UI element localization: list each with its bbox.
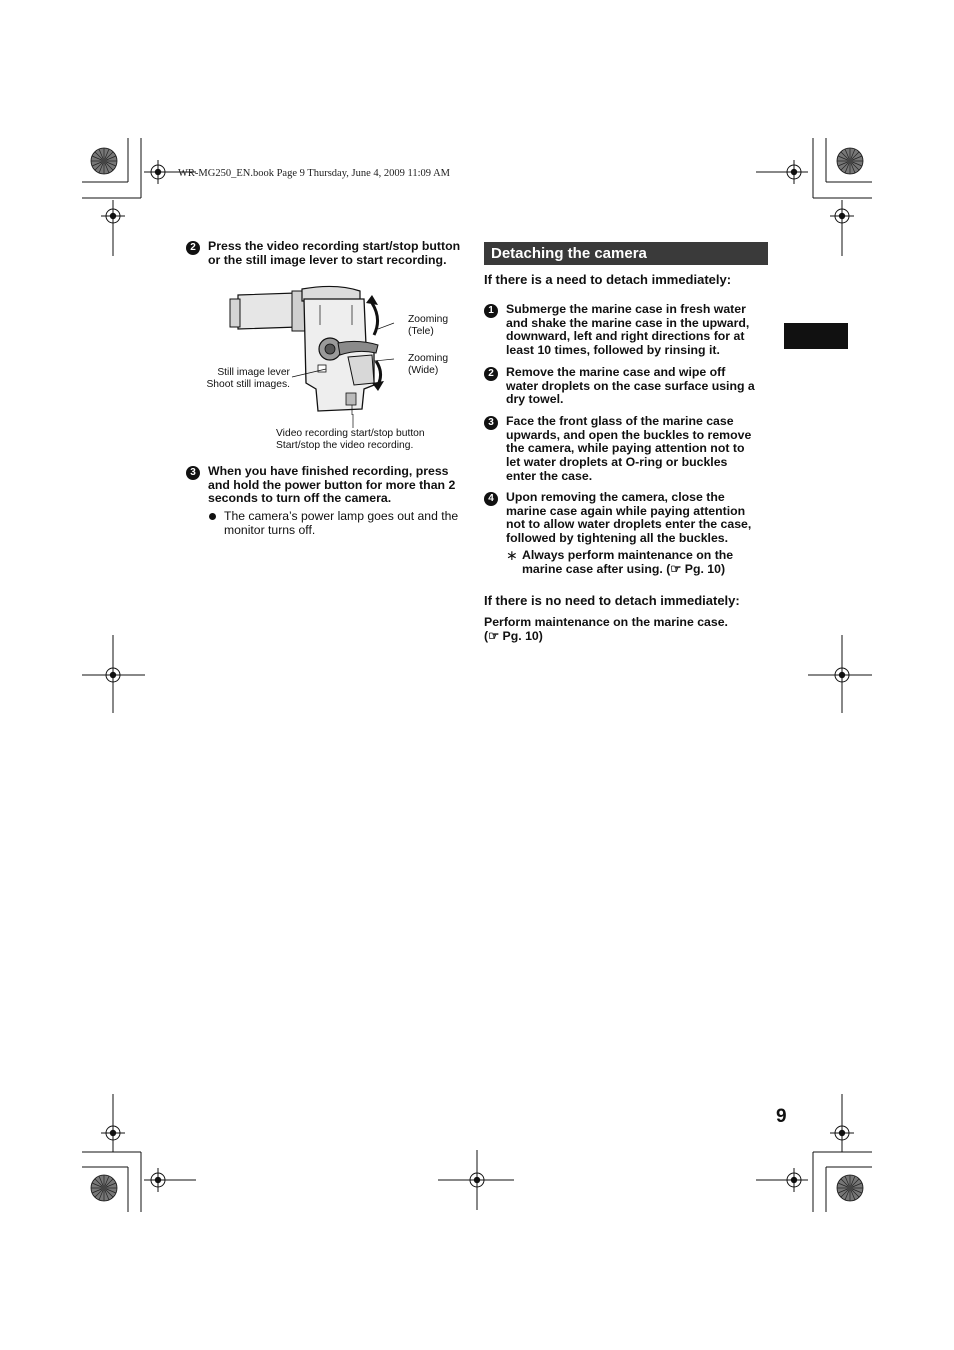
step-3-open-buckles: 3 Face the front glass of the marine case upwards, and open the buckles to remove the camera, while paying attention not to let water droplets at O-ring or buckles enter the case. xyxy=(484,415,774,485)
section-title: Detaching the camera xyxy=(484,242,768,265)
step-number-badge: 4 xyxy=(484,492,498,506)
label-still-image-lever: Still image lever Shoot still images. xyxy=(206,367,290,390)
step-number-badge: 3 xyxy=(186,466,200,480)
marine-case-illustration xyxy=(226,285,396,415)
heading-no-need-detach: If there is no need to detach immediately: xyxy=(484,593,740,608)
asterisk-icon: ∗ xyxy=(506,547,518,563)
bullet-power-lamp: The camera’s power lamp goes out and the monitor turns off. xyxy=(208,509,478,537)
page-number: 9 xyxy=(776,1106,787,1127)
step-text-line: and hold the power button for more than 2 xyxy=(208,477,456,492)
no-need-text: Perform maintenance on the marine case. (☞ Pg. 10) xyxy=(484,615,728,643)
chapter-tab xyxy=(784,323,848,349)
video-button-leader xyxy=(351,414,355,428)
step-4-close-case: 4 Upon removing the camera, close the marine case again while paying attention not to allow water droplets enter the case, followed by tightening all the buckles. xyxy=(484,491,774,547)
step-number-badge: 3 xyxy=(484,416,498,430)
step-2-record xyxy=(186,240,476,270)
step-text-line: or the still image lever to start recording. xyxy=(208,252,447,267)
step-2-wipe: 2 Remove the marine case and wipe off water droplets on the case surface using a dry towel. xyxy=(484,366,774,408)
step-number-badge: 2 xyxy=(186,241,200,255)
step-3-power-off xyxy=(186,465,476,509)
bullet-dot-icon xyxy=(209,513,216,520)
step-1-submerge: 1 Submerge the marine case in fresh water and shake the marine case in the upward, downward, left and right directions for at least 10 times, followed by rinsing it. xyxy=(484,303,774,359)
maintenance-note: ∗ Always perform maintenance on the marine case after using. (☞ Pg. 10) xyxy=(506,547,734,576)
running-head: WR-MG250_EN.book Page 9 Thursday, June 4, 2009 11:09 AM xyxy=(178,168,451,179)
step-number-badge: 1 xyxy=(484,304,498,318)
step-text-line: Press the video recording start/stop button xyxy=(208,239,461,253)
heading-detach-immediately: If there is a need to detach immediately: xyxy=(484,272,732,287)
label-video-recording-button: Video recording start/stop button Start/stop the video recording. xyxy=(276,428,425,451)
label-zooming-tele: Zooming (Tele) xyxy=(408,314,449,337)
step-text-line: seconds to turn off the camera. xyxy=(208,491,392,506)
step-text-line: When you have finished recording, press xyxy=(208,464,449,478)
label-zooming-wide: Zooming (Wide) xyxy=(408,353,449,376)
step-number-badge: 2 xyxy=(484,367,498,381)
